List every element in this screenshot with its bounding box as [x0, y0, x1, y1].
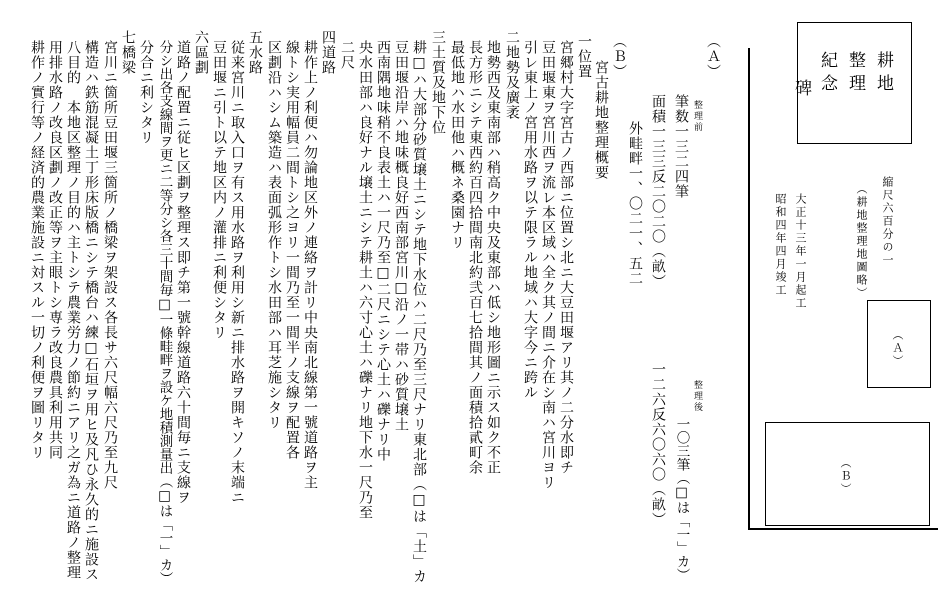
border-vertical [748, 48, 750, 530]
body-line: 区劃沿ハシム築造ハ表面弧形作トシ水田部ハ耳芝施シタリ [266, 40, 282, 430]
body-line: 構造ハ鉄筋混凝土丁形床版橋ニシテ橋台ハ練□石垣ヲ用ヒ及凡ひ永久的ニ施設ス [83, 40, 99, 582]
map-label-a: （Ａ） [891, 329, 904, 368]
before-line-1: 筆数一三二四筆 [673, 94, 689, 199]
map-area-b [765, 422, 930, 526]
monument-col-3: 紀念 [817, 51, 837, 97]
body-line: 用排水路ノ改良区劃ノ改正等ヲ主眼トシ専ラ改良農具利用共同 [47, 40, 63, 460]
body-line: 耕□ハ大部分砂質壌土ニシテ地下水位ハ二尺乃至三尺ナリ東北部（□は「土」カ [411, 40, 427, 584]
body-line: 三土質及地下位 [430, 30, 446, 135]
body-line: 最低地ハ水田他ハ概ネ桑園ナリ [449, 40, 465, 250]
date-end: 昭和四年四月竣工 [774, 193, 787, 297]
border-horizontal [748, 528, 938, 530]
document-title: 宮古耕地整理概要 [593, 60, 609, 180]
body-line: 長方形ニシテ東西約百四拾間南北約弐百七拾間其ノ面積拾貳町余 [467, 40, 483, 475]
body-line: 豆田堰沿岸ハ地味概良好西南部宮川□沿ノ一帯ハ砂質壌土 [393, 40, 409, 432]
body-line: 分シ出各支線間ヲ更ニ二等分シ各三十間毎□一條畦畔ヲ設ケ地積測量出（□は「一」カ） [156, 40, 173, 585]
body-line: 従来宮川ニ取入口ヲ有ス用水路ヲ利用シ新ニ排水路ヲ開キソノ末端ニ [229, 40, 245, 505]
after-label: 整理後 [692, 380, 702, 413]
before-line-3: 外畦畔一、〇二一、五二 [627, 121, 643, 286]
body-line: 一位置 [576, 34, 592, 79]
body-line: 地勢西及東南部ハ稍高ク中央及東部ハ低シ地形圖ニ示ス如ク不正 [485, 40, 501, 475]
body-line: 西南隅地味稍不良表土ハ一尺乃至□二尺ニシテ心土ハ礫ナリ中 [375, 40, 391, 462]
after-line-1: 一〇三筆（□は「一」カ） [673, 417, 690, 582]
body-line: 六區劃 [193, 30, 209, 75]
body-line: 五水路 [247, 30, 263, 75]
body-line: 宮郷村大字宮古ノ西部ニ位置シ北ニ大豆田堰アリ其ノ二分水即チ [558, 40, 574, 475]
body-line: 線トシ実用幅員二間トシ之ヨリ一間乃至一間半ノ支線ヲ配置各 [284, 40, 300, 460]
body-line: 八目的 本地区整理ノ目的ハ主トシテ農業労力ノ節約ニアリ之ガ為ニ道路ノ整理 [65, 40, 81, 580]
body-line: 二地勢及廣袤 [504, 30, 520, 120]
date-start: 大正十三年一月起工 [794, 193, 807, 310]
body-line: 二尺 [339, 40, 355, 70]
label-b: （Ｂ） [611, 34, 627, 79]
label-a: （Ａ） [705, 34, 721, 79]
monument-col-2: 整理 [845, 51, 865, 97]
body-line: 道路ノ配置ニ従ヒ区劃ヲ整理ス即チ第一號幹線道路六十間毎ニ支線ヲ [175, 40, 191, 505]
map-label-b: （Ｂ） [839, 457, 852, 496]
before-line-2: 面積一三三反二〇二〇（畝） [650, 94, 666, 289]
body-line: 豆田堰東ヲ宮川西ヲ流レ本区域ハ全ク其ノ間ニ介在シ南ハ宮川ヨリ [540, 40, 556, 490]
body-line: 耕作ノ實行等ノ経済的農業施設ニ対スル一切ノ利便ヲ圖リタリ [29, 40, 45, 460]
body-line: 央水田部ハ良好ナル壌土ニシテ耕土ハ六寸心土ハ礫ナリ地下水一尺乃至 [357, 40, 373, 520]
body-line: 豆田堰ニ引ト以テ地区内ノ灌排ニ利便シタリ [211, 40, 227, 340]
scale-text: 縮尺六百分の一 [881, 176, 894, 267]
map-area-a [867, 300, 931, 388]
body-line: 宮川ニ箇所豆田堰三箇所ノ橋梁ヲ架設ス各長サ六尺幅六尺乃至九尺 [102, 40, 118, 490]
body-line: 七橋梁 [120, 30, 136, 75]
plan-note: （耕地整理地圖略） [855, 183, 868, 300]
body-line: 分合ニ利シタリ [138, 40, 154, 145]
body-line: 耕作上ノ利便ハ勿論地区外ノ連絡ヲ計リ中央南北線第一號道路ヲ主 [302, 40, 318, 490]
body-line: 引レ東上ノ宮用水路ヲ以テ限ラル地域ハ大字今ニ跨ル [522, 40, 538, 400]
monument-col-4: 碑 [791, 79, 811, 97]
before-label: 整理前 [692, 100, 702, 133]
monument-col-1: 耕地 [873, 51, 893, 97]
after-line-2: 一二六反六〇六〇（畝） [650, 362, 666, 527]
body-line: 四道路 [320, 30, 336, 75]
monument-box [791, 22, 912, 144]
